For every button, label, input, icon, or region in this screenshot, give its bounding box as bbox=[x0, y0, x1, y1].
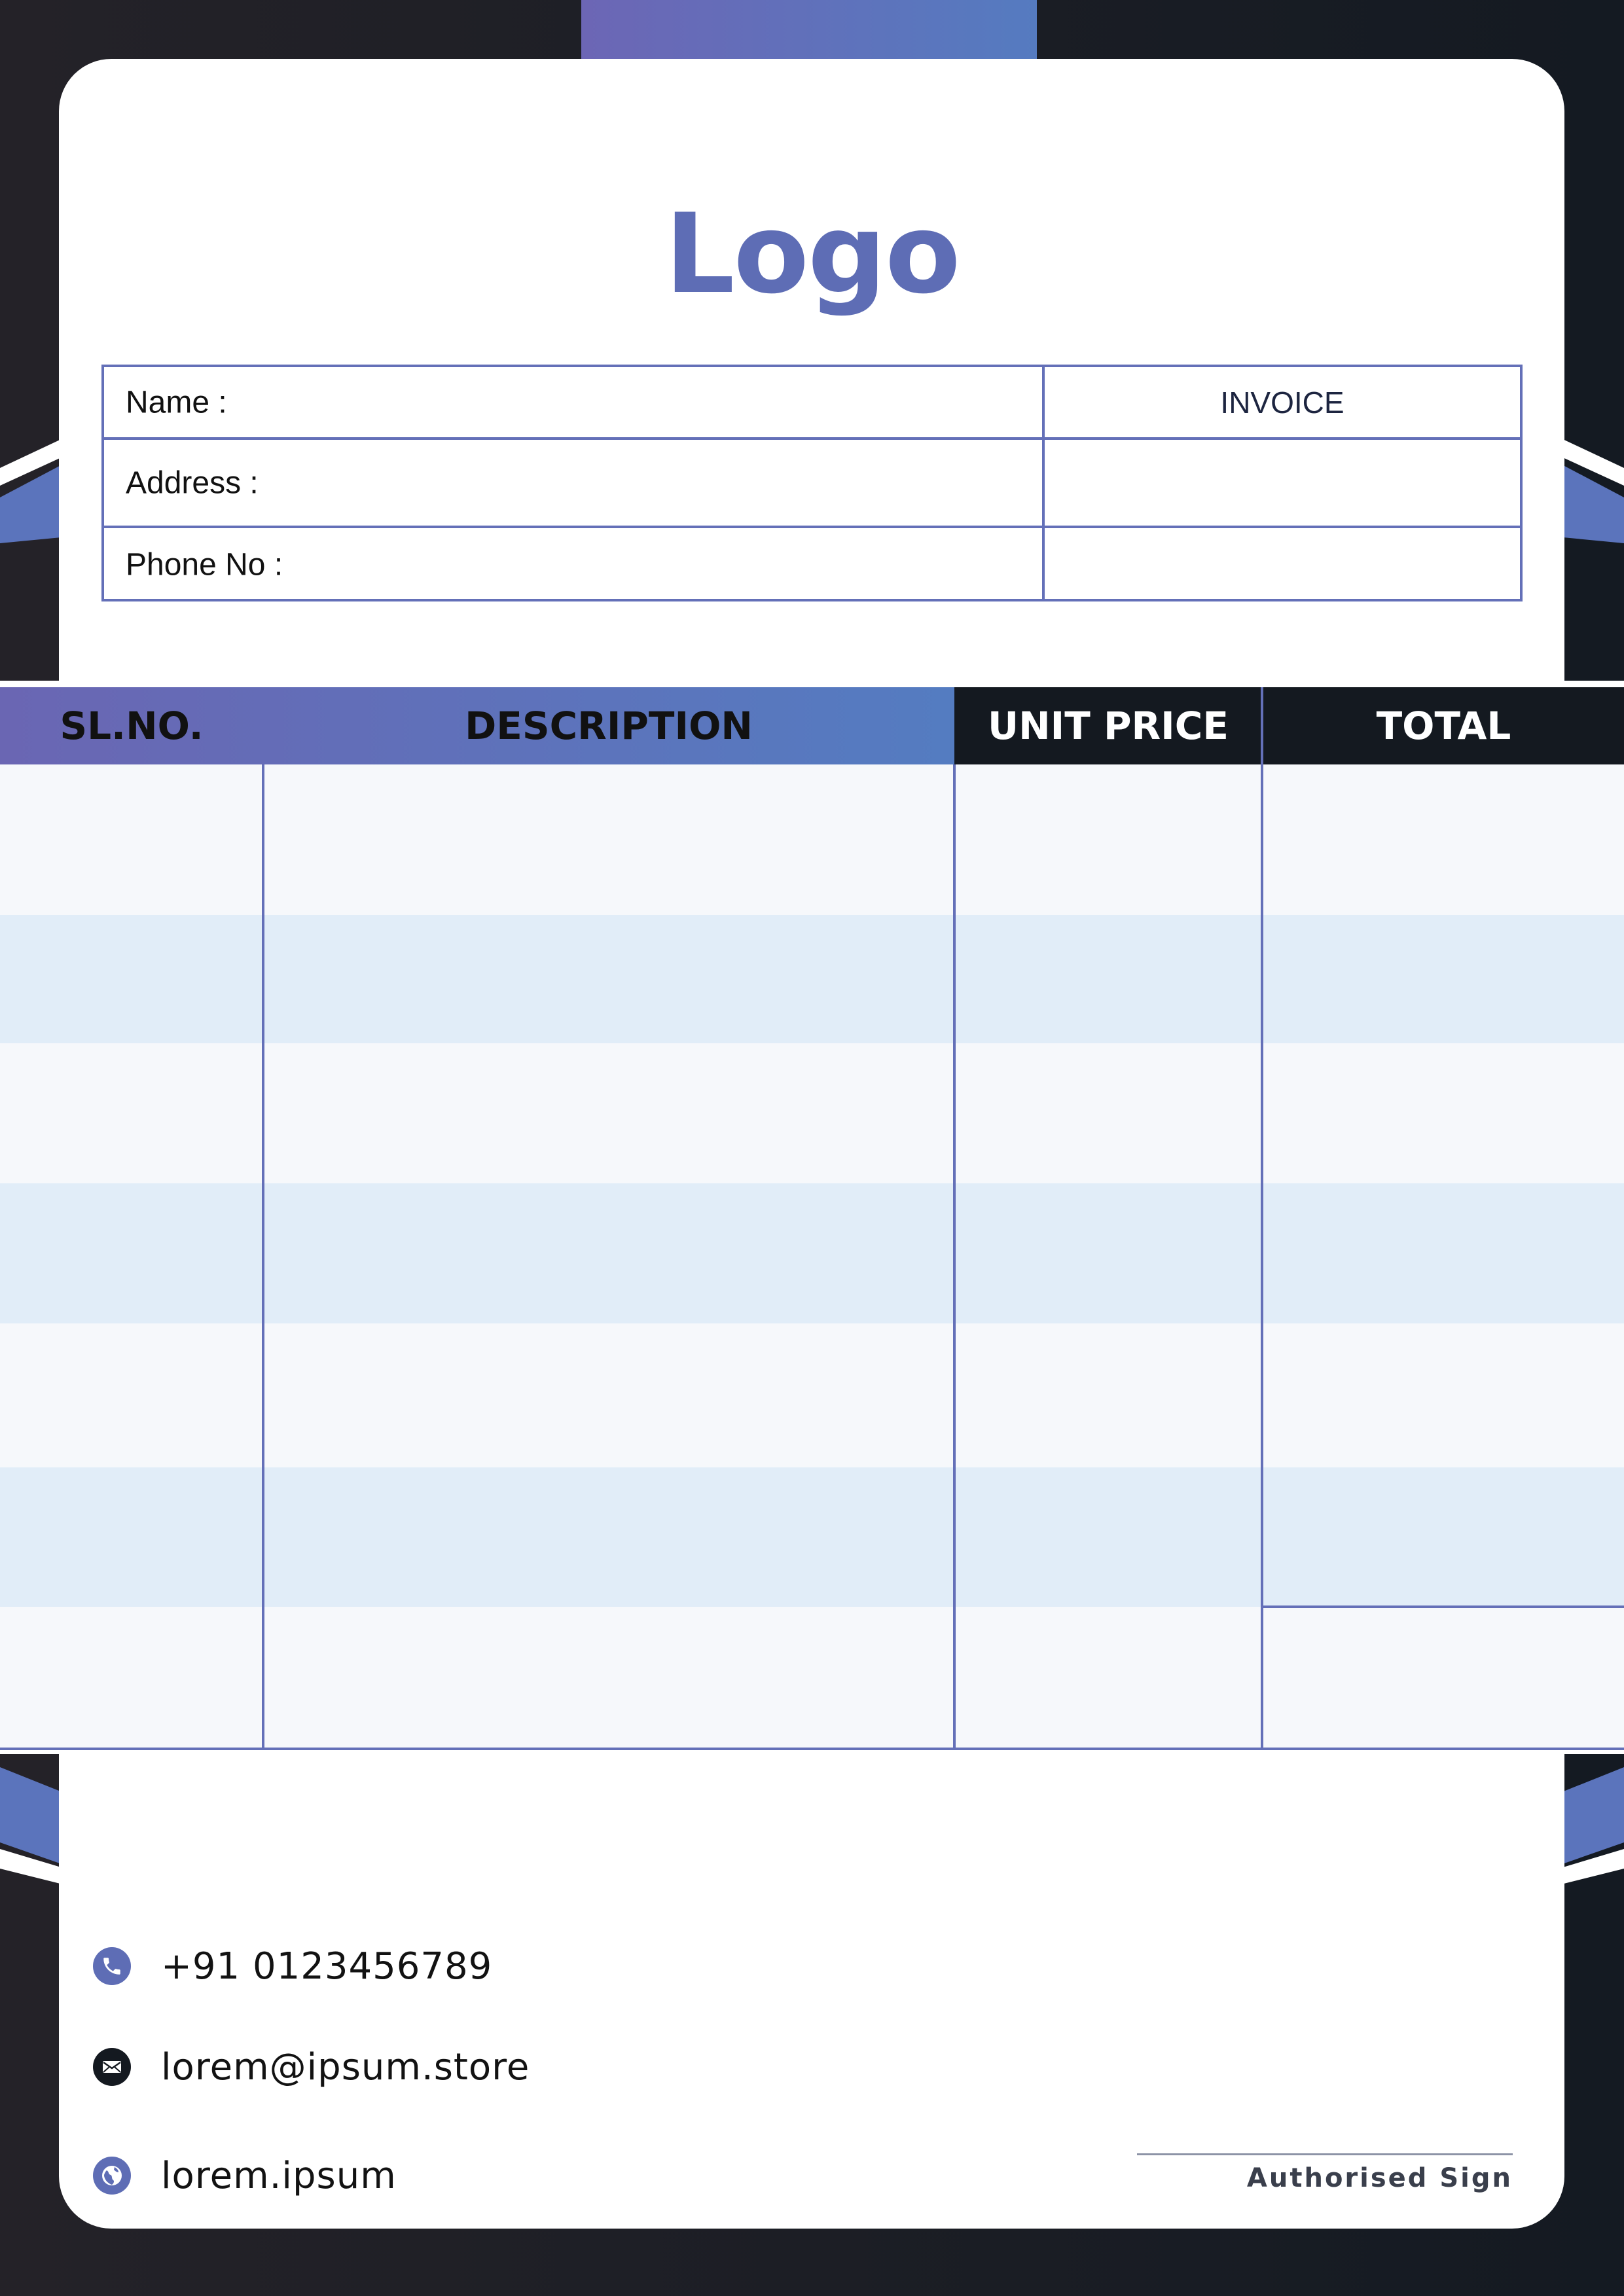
phone-label: Phone No : bbox=[126, 547, 283, 583]
contact-phone bbox=[93, 1945, 492, 1987]
table-bottom-border bbox=[0, 1748, 1624, 1750]
table-row bbox=[0, 1323, 1624, 1467]
phone-number: +91 0123456789 bbox=[161, 1945, 493, 1988]
column-divider bbox=[953, 764, 956, 1750]
info-row-address bbox=[104, 440, 1520, 528]
address-label: Address : bbox=[126, 465, 259, 500]
top-accent-bar bbox=[581, 0, 1037, 60]
column-header-sl-no: SL.NO. bbox=[60, 704, 204, 748]
info-row-name bbox=[104, 367, 1520, 440]
column-header-description: DESCRIPTION bbox=[465, 704, 753, 748]
globe-icon bbox=[93, 2157, 131, 2195]
authorised-sign-label: Authorised Sign bbox=[1246, 2163, 1513, 2193]
column-header-unit-price: UNIT PRICE bbox=[988, 704, 1229, 748]
contact-website bbox=[93, 2155, 397, 2197]
email-address: lorem@ipsum.store bbox=[161, 2045, 530, 2089]
items-table-header bbox=[0, 687, 1624, 764]
email-icon bbox=[93, 2048, 131, 2086]
signature-line bbox=[1137, 2153, 1513, 2155]
items-table-body bbox=[0, 764, 1624, 1750]
info-box-divider bbox=[1042, 367, 1045, 599]
column-divider bbox=[1261, 764, 1263, 1750]
grand-total-separator bbox=[1261, 1605, 1624, 1608]
table-row bbox=[0, 1467, 1624, 1607]
column-divider bbox=[262, 764, 264, 1750]
column-header-total: TOTAL bbox=[1376, 704, 1511, 748]
phone-icon bbox=[93, 1947, 131, 1985]
customer-info-box bbox=[101, 365, 1523, 601]
info-row-phone bbox=[104, 528, 1520, 601]
name-label: Name : bbox=[126, 385, 227, 420]
website-url: lorem.ipsum bbox=[161, 2154, 397, 2197]
contact-email bbox=[93, 2046, 530, 2088]
table-row bbox=[0, 915, 1624, 1043]
table-row bbox=[0, 1043, 1624, 1183]
table-row bbox=[0, 1183, 1624, 1323]
invoice-title: INVOICE bbox=[1220, 385, 1344, 420]
table-row bbox=[0, 1607, 1624, 1748]
table-row bbox=[0, 764, 1624, 915]
company-logo: Logo bbox=[664, 190, 960, 318]
